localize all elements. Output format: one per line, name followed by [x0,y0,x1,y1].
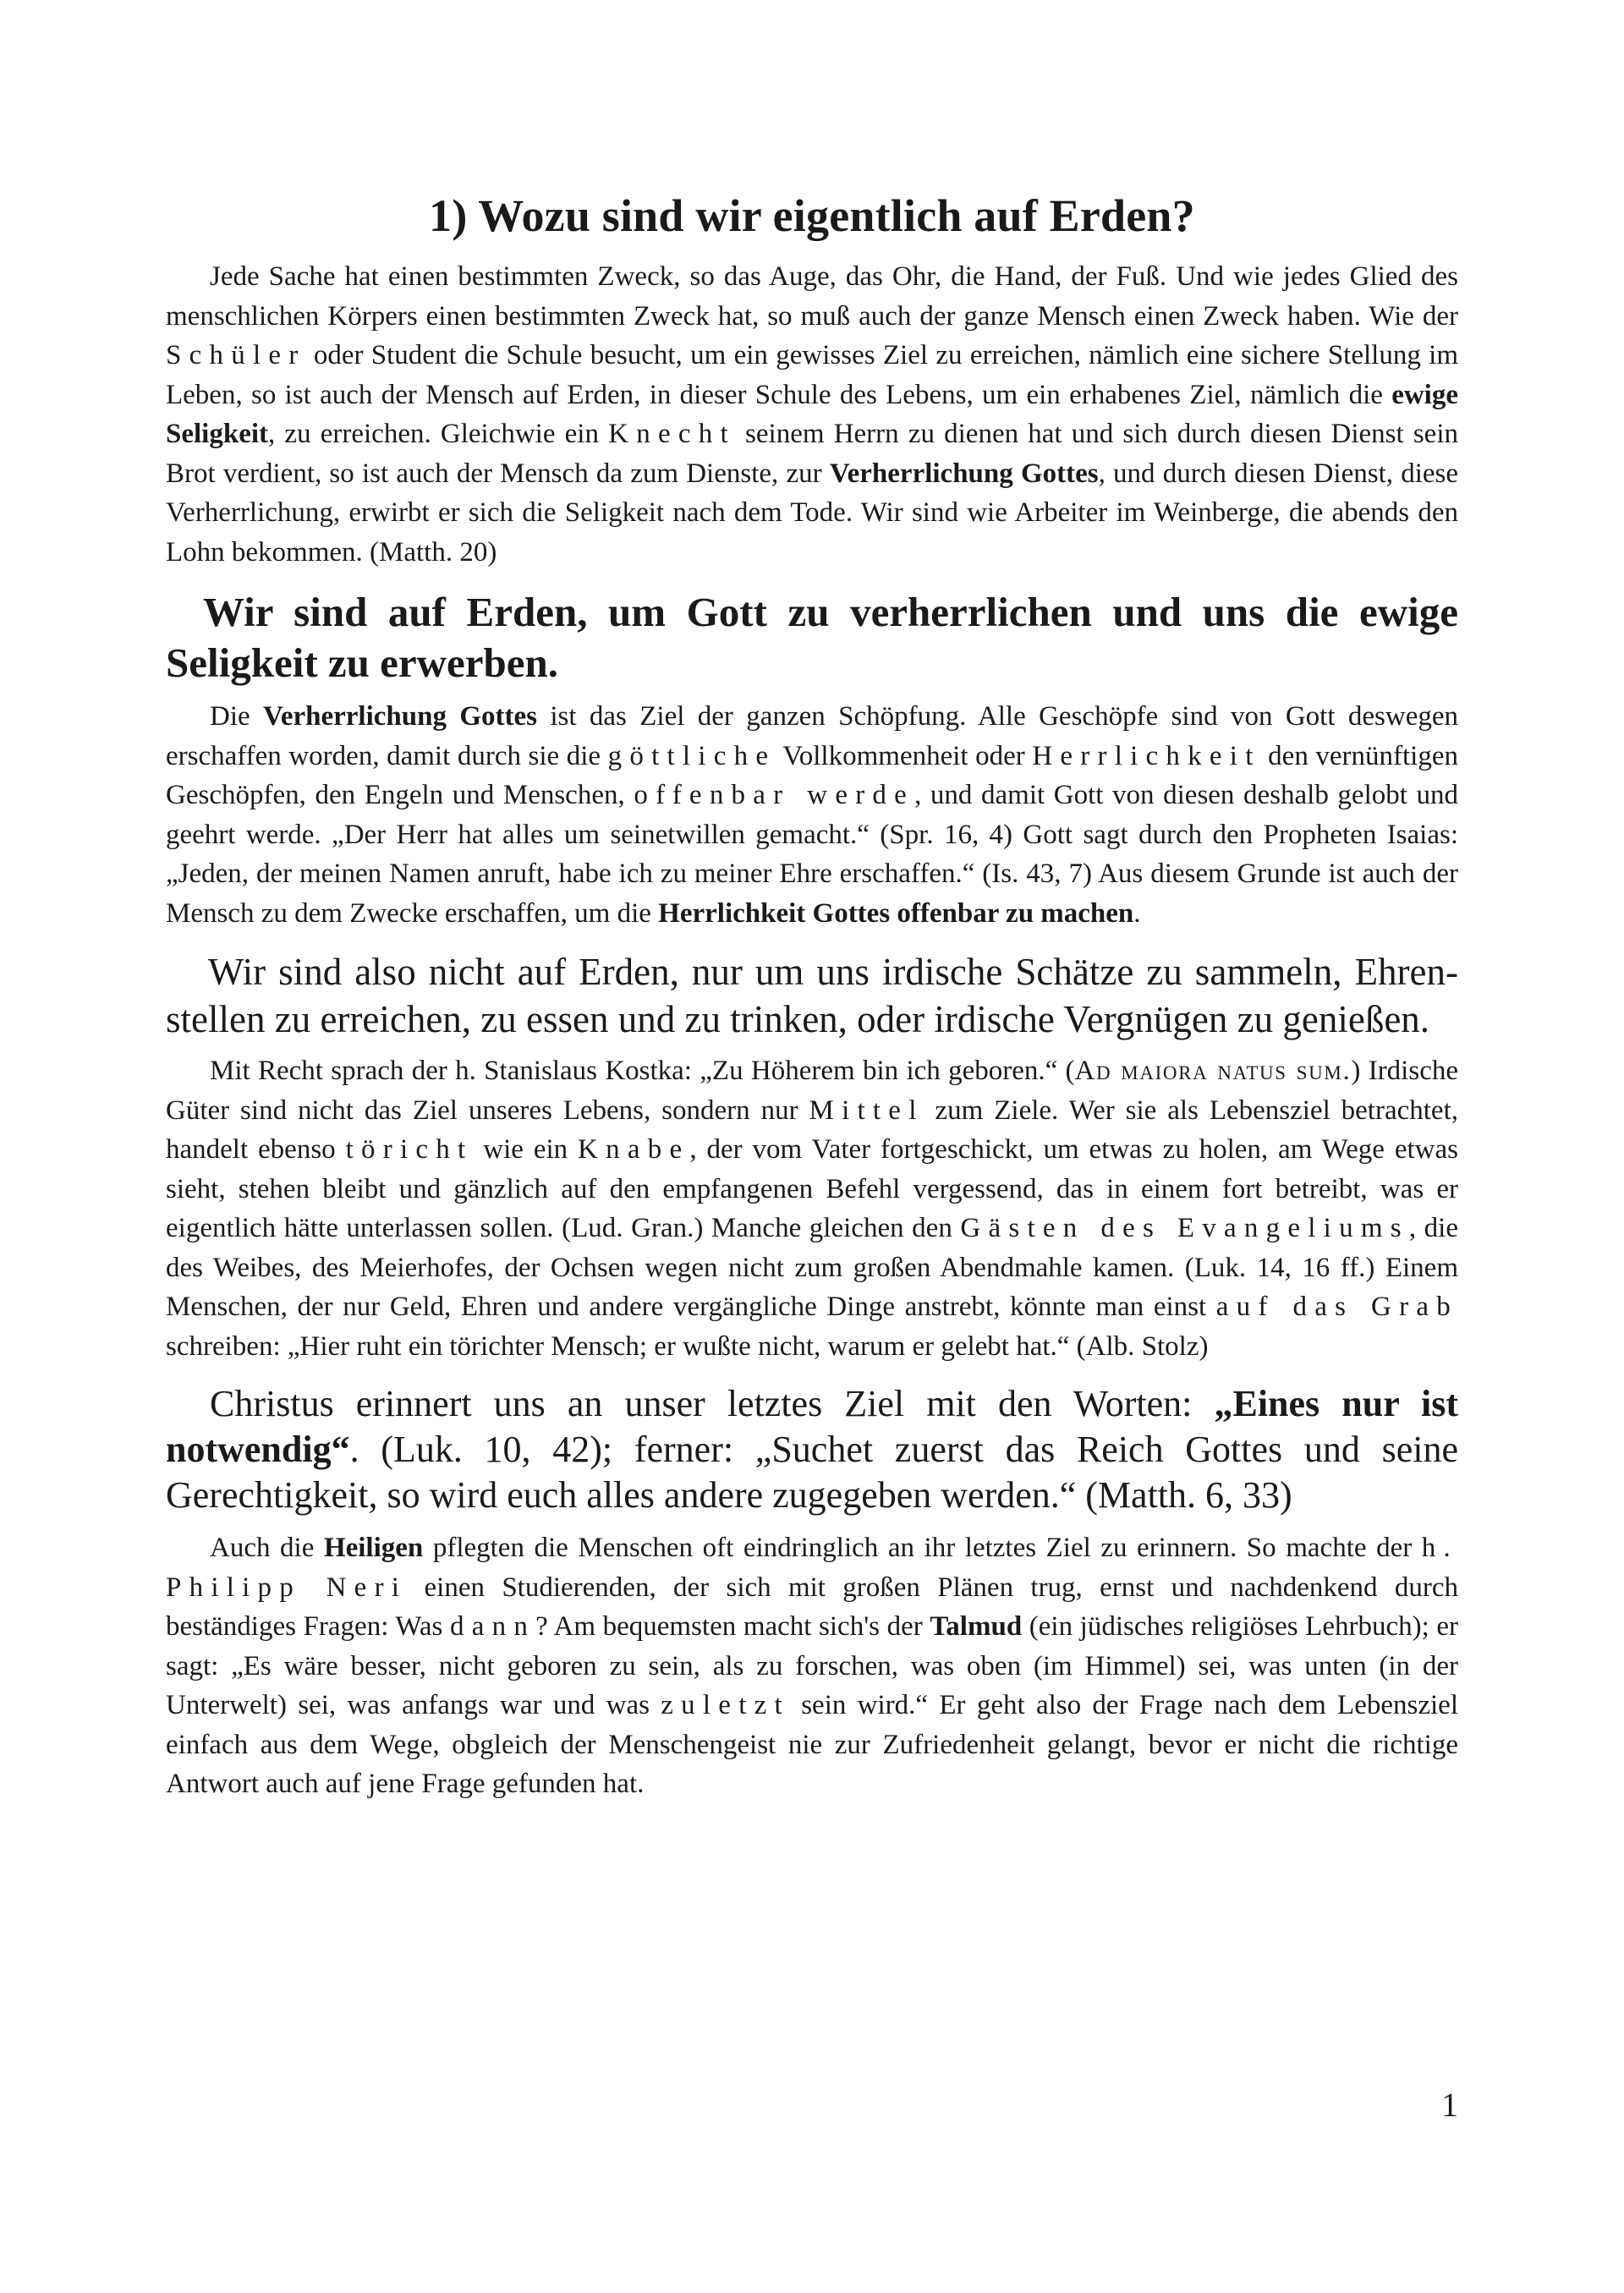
text-run: wie ein [473,1134,579,1165]
bold-text: ewige Seligkeit [166,379,1458,449]
page-title: 1) Wozu sind wir eigentlich auf Erden? [429,190,1195,241]
spaced-text: offenbar werde [634,780,915,810]
text-run: Jede Sache hat einen bestimmten Zweck, so das Auge, das Ohr, die Hand, der Fuß. Und wie jedes Glied des menschlichen Körpers einen bestimmten Zweck hat, so muß auch der ganze Mensch einen Zweck haben. Wie der [166,261,1458,332]
text-run: Auch die [210,1533,324,1563]
text-run: Mit Recht sprach der h. Stanislaus Kostka: „Zu Höherem bin ich geboren.“ ( [210,1056,1075,1086]
text-run: oder Student die Schule besucht, um ein gewisses Ziel zu erreichen, nämlich eine sichere Stellung im Leben, so ist auch der Mensch auf Erden, in dieser Schule des Lebens, um ein erhabenes Ziel, nämlich die [166,340,1458,410]
text-run: , zu erreichen. Gleichwie ein [268,419,609,449]
spaced-text: dann [449,1611,536,1642]
text-run: pflegten die Menschen oft eindringlich an ihr letztes Ziel zu erinnern. So machte der [423,1533,1422,1563]
small-caps-text: Ad maiora natus sum. [1074,1056,1352,1086]
spaced-text: Knecht [608,419,736,449]
page-content [166,186,1458,1804]
spaced-text: auf das Grab [1215,1292,1458,1322]
spaced-text: Schüler [166,340,306,370]
text-run: seinem Herrn zu dienen hat und sich durch diesen Dienst sein Brot verdient, so ist auch der Mensch da zum Dienste, zur [166,419,1458,489]
bold-text: Heiligen [323,1533,424,1563]
text-run: , der vom Vater fortgeschickt, um etwas zu holen, am Wege etwas sieht, stehen bleibt und gänzlich auf den empfangenen Befehl vergessend, das in einem fort betreibt, was er eigentlich hätte unterlassen sollen. (Lud. Gran.) Manche gleichen den [166,1134,1458,1243]
spaced-text: h. Philipp Neri [166,1533,1459,1603]
spaced-text: Gästen des Evangeliums [960,1213,1409,1243]
text-run: , die des Weibes, des Meierhofes, der Ochsen wegen nicht zum großen Abendmahle kamen. (Luk. 14, 16 ff.) Einem Menschen, der nur Geld, Ehren und andere vergängliche Dinge anstrebt, könnte man einst [166,1213,1458,1322]
bold-text: Verherrlichung Gottes [263,701,537,732]
text-run: Christus erinnert uns an unser letztes Ziel mit den Worten: [210,1383,1215,1424]
paragraph-glorification [166,697,1458,933]
text-run: Die [210,701,264,732]
text-run: Vollkommenheit oder [776,740,1033,771]
spaced-text: zuletzt [661,1690,790,1720]
text-run: einen Studierenden, der sich mit großen Plänen trug, ernst und nachdenkend durch beständiges Fragen: Was [166,1572,1458,1642]
paragraph-stanislaus [166,1051,1458,1366]
spaced-text: göttliche [607,740,776,771]
text-run: . (Luk. 10, 42); ferner: „Suchet zuerst das Reich Gottes und seine Gerechtigkeit, so wird euch alles andere zugegeben werden.“ (Matth. 6, 33) [166,1429,1458,1516]
text-run: den vernünftigen Geschöpfen, den Engeln und Menschen, [166,740,1458,810]
bold-text: Herrlichkeit Gottes offenbar zu machen [658,897,1134,929]
text-run: schreiben: „Hier ruht ein törichter Mensch; er wußte nicht, warum er gelebt hat.“ (Alb. Stolz) [166,1330,1209,1362]
bold-text: Talmud [930,1611,1023,1642]
text-run: (ein jüdisches religiöses Lehrbuch); er sagt: „Es wäre besser, nicht geboren zu sein, als zu forschen, was oben (im Himmel) sei, was unten (in der Unterwelt) sei, was anfangs war und was [166,1611,1459,1720]
text-run: ) Irdische Güter sind nicht das Ziel unseres Lebens, sondern nur [166,1056,1458,1126]
bold-text: „Eines nur ist notwendig“ [166,1383,1459,1470]
text-run: . [1133,897,1141,929]
spaced-text: töricht [345,1134,474,1165]
text-run: ist das Ziel der ganzen Schöpfung. Alle Geschöpfe sind von Gott deswegen erschaffen worden, damit durch sie die [166,701,1458,771]
spaced-text: Mittel [809,1094,924,1126]
text-run: , und damit Gott von diesen deshalb gelobt und geehrt werde. „Der Herr hat alles um seinetwillen gemacht.“ (Spr. 16, 4) Gott sagt durch den Propheten Isaias: „Jeden, der meinen Namen anruft, habe ich zu meiner Ehre erschaffen.“ (Is. 43, 7) Aus diesem Grunde ist auch der Mensch zu dem Zwecke erschaffen, um die [166,780,1459,929]
text-run: zum Ziele. Wer sie als Lebensziel betrachtet, handelt ebenso [166,1094,1458,1165]
spaced-text: Herrlichkeit [1032,740,1261,771]
text-run: sein wird.“ Er geht also der Frage nach dem Lebensziel einfach aus dem Wege, obgleich der Menschengeist nie zur Zufriedenheit gelangt, bevor er nicht die richtige Antwort auch auf jene Frage gefunden hat. [166,1690,1458,1799]
paragraph-saints [166,1528,1458,1804]
lead-statement-christ [166,1381,1458,1518]
text-run: , und durch diesen Dienst, diese Verherrlichung, erwirbt er sich die Seligkeit nach dem Tode. Wir sind wie Arbeiter im Weinberge, die abends den Lohn bekommen. (Matth. 20) [166,458,1459,568]
thesis-heading: Wir sind auf Erden, um Gott zu verherrlichen und uns die ewige Seligkeit zu erwerben. [166,589,1458,686]
spaced-text: Knabe [578,1134,690,1165]
text-run: ? Am bequemsten macht sich's der [535,1611,930,1642]
page-number: 1 [1441,2086,1458,2124]
lead-statement-earthly: Wir sind also nicht auf Erden, nur um uns irdische Schätze zu sammeln, Ehrenstellen zu erreichen, zu essen und zu trinken, oder irdische Vergnügen zu genießen. [166,951,1458,1040]
paragraph-purpose [166,257,1458,572]
bold-text: Verherrlichung Gottes [829,458,1099,489]
